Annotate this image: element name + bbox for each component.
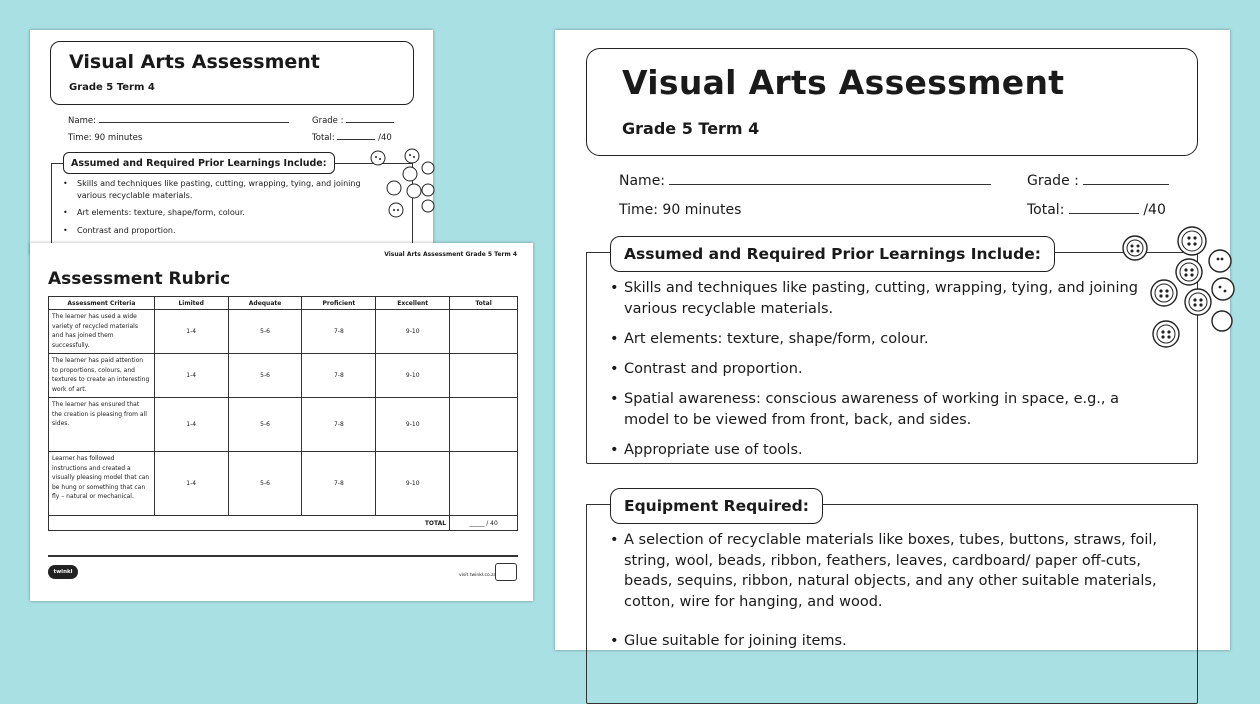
list-item: • Glue suitable for joining items. — [610, 631, 1170, 652]
main-assessment-sheet — [555, 30, 1230, 650]
small-title: Visual Arts Assessment — [69, 51, 320, 73]
list-item: • Skills and techniques like pasting, cutting, wrapping, tying, and joining various recyclable materials. — [610, 278, 1150, 320]
main-title: Visual Arts Assessment — [622, 63, 1065, 102]
total-field[interactable]: Total: /40 — [1027, 202, 1166, 218]
total-cell[interactable] — [450, 452, 518, 516]
rubric-header-row — [49, 297, 518, 310]
prior-learnings-list — [610, 278, 1150, 470]
table-row: The learner has used a wide variety of recycled materials and has joined them successfully. 1-4 5-6 7-8 9-10 — [49, 310, 518, 354]
small-title-box — [50, 41, 414, 105]
small-time-label: Time: 90 minutes — [68, 133, 143, 143]
list-item: • Spatial awareness: conscious awareness of working in space, e.g., a model to be viewed from front, back, and sides. — [610, 389, 1150, 431]
list-item: • A selection of recyclable materials like boxes, tubes, buttons, straws, foil, string, wool, beads, ribbon, feathers, leaves, cardboard/ paper off-cuts, beads, sequins, ribbon, natural objects, and any other suitable materials, cotton, wire for hanging, and wood. — [610, 530, 1170, 612]
main-subtitle: Grade 5 Term 4 — [622, 119, 760, 138]
list-item: • Art elements: texture, shape/form, colour. — [610, 329, 1150, 350]
equipment-heading: Equipment Required: — [610, 488, 823, 524]
table-row: The learner has paid attention to proportions, colours, and textures to create an interesting work of art. 1-4 5-6 7-8 9-10 — [49, 354, 518, 398]
list-item: • Skills and techniques like pasting, cutting, wrapping, tying, and joining various recyclable materials. — [63, 178, 388, 201]
col-excellent: Excellent — [376, 297, 450, 310]
twinkl-logo: twinkl — [48, 565, 78, 579]
small-total-field[interactable]: Total: /40 — [312, 133, 392, 143]
rubric-header-text: Visual Arts Assessment Grade 5 Term 4 — [384, 251, 517, 258]
prior-learnings-heading: Assumed and Required Prior Learnings Include: — [610, 236, 1055, 272]
footer-url: visit twinkl.co.za — [459, 573, 497, 578]
buttons-decoration-icon — [1121, 222, 1230, 342]
col-total: Total — [450, 297, 518, 310]
col-criteria: Assessment Criteria — [49, 297, 155, 310]
buttons-decoration-icon — [370, 148, 436, 226]
list-item: • Contrast and proportion. — [610, 359, 1150, 380]
rubric-total-label: TOTAL — [49, 516, 450, 531]
table-row: Learner has followed instructions and created a visually pleasing model that can be hung or something that can fly – natural or mechanical. 1-4 5-6 7-8 9-10 — [49, 452, 518, 516]
col-proficient: Proficient — [302, 297, 376, 310]
rubric-total-value[interactable]: _____ / 40 — [450, 516, 518, 531]
total-cell[interactable] — [450, 354, 518, 398]
rubric-sheet — [30, 243, 533, 601]
col-limited: Limited — [154, 297, 228, 310]
list-item: • Art elements: texture, shape/form, colour. — [63, 207, 388, 219]
grade-field[interactable]: Grade : — [1027, 173, 1169, 189]
footer-badge-icon — [495, 563, 517, 581]
list-item: • Contrast and proportion. — [63, 225, 388, 237]
total-cell[interactable] — [450, 310, 518, 354]
small-subtitle: Grade 5 Term 4 — [69, 82, 155, 93]
small-name-field[interactable]: Name: — [68, 116, 289, 126]
name-field[interactable]: Name: — [619, 173, 991, 189]
rubric-title: Assessment Rubric — [48, 269, 231, 289]
total-cell[interactable] — [450, 398, 518, 452]
time-label: Time: 90 minutes — [619, 202, 742, 218]
small-prior-heading: Assumed and Required Prior Learnings Include: — [63, 152, 335, 174]
main-title-box — [586, 48, 1198, 156]
equipment-list — [610, 530, 1170, 671]
rubric-table — [48, 296, 518, 531]
footer-divider — [48, 555, 518, 557]
small-assessment-sheet — [30, 30, 433, 255]
small-prior-list — [63, 178, 388, 242]
rubric-total-row — [49, 516, 518, 531]
small-grade-field[interactable]: Grade : — [312, 116, 394, 126]
col-adequate: Adequate — [228, 297, 302, 310]
list-item: • Appropriate use of tools. — [610, 440, 1150, 461]
table-row: The learner has ensured that the creation is pleasing from all sides. 1-4 5-6 7-8 9-10 — [49, 398, 518, 452]
